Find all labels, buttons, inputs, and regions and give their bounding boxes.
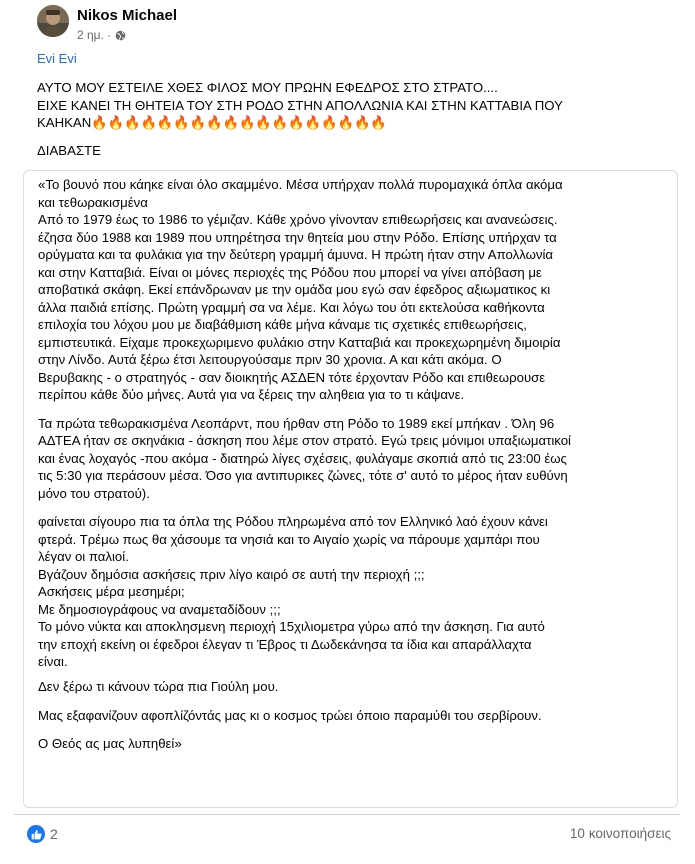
thumbs-up-icon — [31, 829, 42, 840]
quote-line: «Το βουνό που κάηκε είναι όλο σκαμμένο. Μέσα υπήρχαν πολλά πυρομαχικά όπλα ακόμα — [38, 177, 563, 192]
quote-line: Ο Θεός ας μας λυπηθεί» — [38, 736, 182, 751]
quote-line: άλλα παιδιά επίσης. Πρώτη γραμμή σα να λέμε. Και λόγω του ότι εκτελούσα καθήκοντα — [38, 299, 545, 315]
post-time[interactable]: 2 ημ. — [77, 28, 104, 42]
quote-line: και τεθωρακισμένα — [38, 194, 148, 210]
quote-line: Δεν ξέρω τι κάνουν τώρα πια Γιούλη μου. — [38, 679, 279, 694]
quote-line: περίπου κάθε δύο μήνες. Αυτά για να ξέρεις την αληθεια για το τι κάψανε. — [38, 387, 465, 402]
quote-paragraph-1 — [38, 176, 668, 404]
quote-paragraph-5 — [38, 707, 668, 725]
read-label: ΔΙΑΒΑΣΤΕ — [37, 142, 101, 158]
quote-paragraph-6 — [38, 735, 668, 753]
intro-line — [37, 114, 662, 132]
quote-line: αποβατικά σκάφη. Εκεί επάνδρωναν με την ομάδα μου εγώ σαν έφεδρος αξιωματικος κι — [38, 282, 551, 297]
author-name[interactable]: Nikos Michael — [77, 7, 178, 24]
quoted-text — [38, 176, 668, 753]
quote-line: Από το 1979 έως το 1986 το γέμιζαν. Κάθε χρόνο γίνονταν επιθεωρήσεις και ανανεώσεις. — [38, 212, 558, 227]
intro-line: ΑΥΤΟ ΜΟΥ ΕΣΤΕΙΛΕ ΧΘΕΣ ΦΙΛΟΣ ΜΟΥ ΠΡΩΗΝ ΕΦΕΔΡΟΣ ΣΤΟ ΣΤΡΑΤΟ.... — [37, 80, 498, 95]
quote-paragraph-4 — [38, 678, 668, 696]
quote-line: και στην Κατταβιά. Είναι οι μόνες περιοχές της Ρόδου που μπορεί να γίνει απόβαση με — [38, 264, 542, 280]
quote-line: έζησα δύο 1988 και 1989 που υπηρέτησα την θητεία μου στην Ρόδο. Επίσης υπήρχαν τα — [38, 229, 557, 245]
avatar-photo-icon — [37, 5, 69, 37]
quote-line: την εποχή εκείνη οι έφεδροι έλεγαν τι Έβρος τι Δωδεκάνησα τα ίδια και απαράλλαχτα — [38, 636, 532, 652]
quote-line: στην Λίνδο. Αυτά ξέρω έτσι λειτουργούσαμε πριν 30 χρονια. Α και κάτι ακόμα. Ο — [38, 352, 502, 367]
quote-line: Το μόνο νύκτα και αποκλησμενη περιοχή 15χιλιομετρα γύρω από την άσκηση. Για αυτό — [38, 619, 545, 634]
quote-line: και ένας λοχαγός -που ακόμα - διατηρώ λίγες σχέσεις, φυλάγαμε σκοπιά από τις 23:00 έως — [38, 450, 567, 466]
post-header — [37, 5, 677, 45]
quote-line: μόνο του στρατού). — [38, 485, 150, 501]
globe-icon[interactable] — [115, 30, 126, 41]
quote-line: εμπιστευτικά. Είχαμε προκεχωριμενο φυλάκιο στην Κατταβιά και προκεχωρημένη διμοιρία — [38, 334, 561, 350]
post-footer — [0, 815, 695, 864]
quote-line: φαίνεται σίγουρο πια τα όπλα της Ρόδου πληρωμένα από τον Ελληνικό λαό έχουν κάνει — [38, 514, 548, 529]
quote-line: τις 5:30 για περάσουν μέσα. Όσο για αντιπυρικες ζώνες, τότε σ' αυτό το μέρος ήταν ευθύνη — [38, 468, 568, 483]
intro-line-text: ΚΑΗΚΑΝ — [37, 115, 92, 130]
tagged-person-link[interactable]: Evi Evi — [37, 51, 77, 66]
quote-line: Βερυβακης - ο στρατηγός - σαν διοικητής ΑΣΔΕΝ τότε έρχονταν Ρόδο και επιθεωρουσε — [38, 369, 546, 385]
quote-line: φτερά. Τρέμω πως θα χάσουμε τα νησιά και το Αιγαίο χωρίς να πάρουμε χαμπάρι που — [38, 531, 540, 547]
quoted-text-box — [23, 170, 678, 808]
quote-paragraph-3 — [38, 513, 668, 670]
quote-line: ορύγματα και τα φυλάκια για την δεύτερη γραμμή άμυνα. Η πρώτη ήταν στην Απολλωνία — [38, 247, 554, 262]
shares-label: κοινοποιήσεις — [588, 826, 671, 841]
shares-link[interactable] — [570, 826, 671, 841]
quote-line: λέγαν οι παλιοί. — [38, 549, 129, 564]
post-meta — [77, 28, 126, 42]
quote-line: Ασκήσεις μέρα μεσημέρι; — [38, 584, 185, 599]
fire-emoji-row: 🔥🔥🔥🔥🔥🔥🔥🔥🔥🔥🔥🔥🔥🔥🔥🔥🔥🔥 — [91, 115, 387, 130]
quote-line: Με δημοσιογράφους να αναμεταδίδουν ;;; — [38, 601, 281, 617]
quote-clipped-lines — [38, 618, 668, 670]
quote-line: ΑΔΤΕΑ ήταν σε σκηνάκια - άσκηση που λέμε στον στρατό. Εγώ τρεις μόνιμοι υπαξιωματικοί — [38, 433, 571, 448]
intro-line: ΕΙΧΕ ΚΑΝΕΙ ΤΗ ΘΗΤΕΙΑ ΤΟΥ ΣΤΗ ΡΟΔΟ ΣΤΗΝ ΑΠΟΛΛΩΝΙΑ ΚΑΙ ΣΤΗΝ ΚΑΤΤΑΒΙΑ ΠΟΥ — [37, 97, 563, 113]
meta-separator: · — [106, 28, 111, 42]
quote-line: Μας εξαφανίζουν αφοπλίζόντάς μας κι ο κοσμος τρώει όποιο παραμύθι του σερβίρουν. — [38, 707, 542, 723]
shares-count: 10 — [569, 826, 585, 841]
quote-line: Τα πρώτα τεθωρακισμένα Λεοπάρντ, που ήρθαν στη Ρόδο το 1989 εκεί μπήκαν . Όλη 96 — [38, 415, 555, 431]
like-count[interactable]: 2 — [50, 826, 58, 842]
avatar[interactable] — [37, 5, 69, 37]
quote-line: επιλοχία του λόχου μου με διαβάθμιση κάθε μήνα κάναμε τις σχετικές επιθεωρήσεις, — [38, 317, 527, 332]
post-intro — [37, 79, 662, 159]
quote-paragraph-2 — [38, 415, 668, 503]
quote-line: είναι. — [38, 654, 68, 669]
like-reaction-icon[interactable] — [27, 825, 45, 843]
quote-line: Βγάζουν δημόσια ασκήσεις πριν λίγο καιρό σε αυτή την περιοχή ;;; — [38, 566, 425, 582]
